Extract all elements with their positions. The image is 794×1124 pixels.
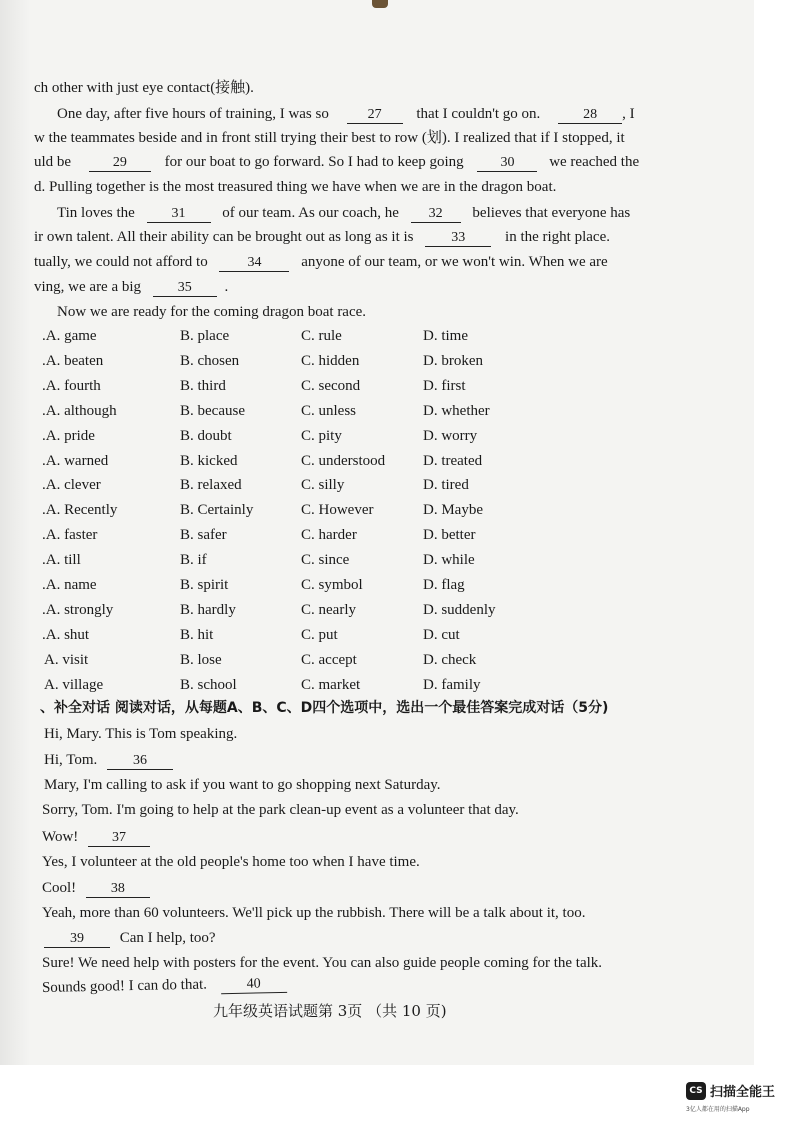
option-b[interactable]: B. relaxed [180, 477, 242, 493]
option-b[interactable]: B. hardly [180, 602, 236, 618]
option-b[interactable]: B. kicked [180, 453, 238, 469]
option-d[interactable]: D. whether [423, 403, 490, 419]
dialogue-text: Sorry, Tom. I'm going to help at the park clean-up event as a volunteer that day. [42, 802, 519, 818]
blank-35[interactable]: 35 [153, 280, 217, 297]
option-a[interactable]: A. village [44, 677, 104, 693]
blank-28[interactable]: 28 [558, 107, 622, 124]
option-d[interactable]: D. flag [423, 577, 465, 593]
option-row [0, 675, 754, 697]
dialogue-text: Sounds good! I can do that. [41, 976, 208, 996]
blank-34[interactable]: 34 [219, 255, 289, 272]
passage-text: ch other with just eye contact(接触). [34, 80, 254, 96]
option-row [0, 525, 754, 547]
passage-text: w the teammates beside and in front still trying their best to row (划). I realized that if I stopped, it [34, 130, 625, 146]
dialogue-line [44, 775, 441, 795]
option-b[interactable]: B. Certainly [180, 502, 254, 518]
option-b[interactable]: B. third [180, 378, 226, 394]
option-a[interactable]: .A. warned [42, 453, 109, 469]
option-d[interactable]: D. treated [423, 453, 483, 469]
option-c[interactable]: C. market [301, 677, 361, 693]
passage-text: ving, we are a big [34, 279, 142, 295]
blank-33[interactable]: 33 [425, 230, 491, 247]
dialogue-line [42, 827, 150, 847]
option-d[interactable]: D. while [423, 552, 475, 568]
blank-32[interactable]: 32 [411, 206, 461, 223]
option-b[interactable]: B. if [180, 552, 207, 568]
option-row [0, 550, 754, 572]
blank-40[interactable]: 40 [221, 976, 287, 994]
option-b[interactable]: B. spirit [180, 577, 229, 593]
passage-line [57, 104, 635, 124]
option-a[interactable]: .A. strongly [42, 602, 114, 618]
option-c[interactable]: C. symbol [301, 577, 363, 593]
blank-38[interactable]: 38 [86, 881, 150, 898]
option-c[interactable]: C. However [301, 502, 374, 518]
option-d[interactable]: D. Maybe [423, 502, 483, 518]
blank-36[interactable]: 36 [107, 753, 173, 770]
page-footer: 九年级英语试题第 3页 （共 10 页) [213, 1002, 447, 1020]
dialogue-text: Hi, Tom. [44, 752, 98, 768]
option-d[interactable]: D. check [423, 652, 477, 668]
dialogue-text: Cool! [42, 880, 77, 896]
camscanner-icon: CS [686, 1082, 706, 1100]
passage-text: . [224, 279, 229, 295]
passage-text: Tin loves the [57, 205, 135, 221]
passage-text: anyone of our team, or we won't win. When we are [301, 254, 608, 270]
option-c[interactable]: C. silly [301, 477, 345, 493]
option-c[interactable]: C. since [301, 552, 350, 568]
dialogue-text: Hi, Mary. This is Tom speaking. [44, 726, 238, 742]
passage-text: tually, we could not afford to [34, 254, 208, 270]
option-d[interactable]: D. tired [423, 477, 469, 493]
option-row [0, 401, 754, 423]
option-b[interactable]: B. place [180, 328, 230, 344]
option-d[interactable]: D. better [423, 527, 476, 543]
option-b[interactable]: B. hit [180, 627, 214, 643]
passage-line [57, 302, 366, 322]
option-row [0, 475, 754, 497]
dialogue-text: Yeah, more than 60 volunteers. We'll pick up the rubbish. There will be a talk about it, too. [42, 905, 586, 921]
option-b[interactable]: B. school [180, 677, 237, 693]
option-a[interactable]: .A. till [42, 552, 81, 568]
option-row [0, 575, 754, 597]
option-d[interactable]: D. family [423, 677, 481, 693]
option-row [0, 351, 754, 373]
passage-text: ir own talent. All their ability can be brought out as long as it is [34, 229, 414, 245]
logo-name: 扫描全能王 [710, 1085, 776, 1100]
passage-line [34, 252, 608, 272]
dialogue-line [44, 724, 237, 744]
option-b[interactable]: B. because [180, 403, 245, 419]
option-row [0, 326, 754, 348]
option-a[interactable]: .A. beaten [42, 353, 104, 369]
option-b[interactable]: B. doubt [180, 428, 232, 444]
passage-text: Now we are ready for the coming dragon boat race. [57, 304, 367, 320]
option-a[interactable]: .A. clever [42, 477, 101, 493]
passage-line [34, 177, 556, 197]
option-row [0, 500, 754, 522]
passage-text: of our team. As our coach, he [222, 205, 399, 221]
blank-31[interactable]: 31 [147, 206, 211, 223]
option-a[interactable]: .A. although [42, 403, 117, 419]
passage-line [34, 152, 639, 172]
option-a[interactable]: .A. shut [42, 627, 90, 643]
option-d[interactable]: D. cut [423, 627, 460, 643]
option-a[interactable]: A. visit [44, 652, 89, 668]
scanner-logo [686, 1080, 790, 1116]
blank-39[interactable]: 39 [44, 931, 110, 948]
dialogue-line [42, 953, 602, 973]
option-a[interactable]: .A. name [42, 577, 97, 593]
dialogue-text: Yes, I volunteer at the old people's home too when I have time. [42, 854, 420, 870]
option-c[interactable]: C. nearly [301, 602, 356, 618]
dialogue-text: Mary, I'm calling to ask if you want to go shopping next Saturday. [44, 777, 441, 793]
option-c[interactable]: C. unless [301, 403, 357, 419]
option-c[interactable]: C. second [301, 378, 361, 394]
passage-line [57, 203, 630, 223]
option-c[interactable]: C. pity [301, 428, 342, 444]
passage-text: in the right place. [505, 229, 610, 245]
option-b[interactable]: B. chosen [180, 353, 240, 369]
passage-text: d. Pulling together is the most treasured thing we have when we are in the dragon boat. [34, 179, 557, 195]
dialogue-line [42, 800, 519, 820]
passage-text: we reached the [549, 154, 640, 170]
option-c[interactable]: C. put [301, 627, 338, 643]
blank-37[interactable]: 37 [88, 830, 150, 847]
passage-line [34, 78, 254, 98]
passage-text: believes that everyone has [472, 205, 631, 221]
option-row [0, 376, 754, 398]
option-a[interactable]: .A. game [42, 328, 97, 344]
blank-30[interactable]: 30 [477, 155, 537, 172]
passage-text: One day, after five hours of training, I was so [57, 106, 329, 122]
dialogue-text: Can I help, too? [119, 930, 216, 946]
section-heading: 、补全对话 阅读对话，从每题A、B、C、D四个选项中，选出一个最佳答案完成对话（5分) [40, 700, 609, 716]
logo-tagline: 3亿人都在用的扫描App [686, 1106, 750, 1113]
dialogue-line [42, 878, 150, 898]
dialogue-line [42, 903, 585, 923]
option-d[interactable]: D. broken [423, 353, 483, 369]
option-row [0, 600, 754, 622]
option-row [0, 426, 754, 448]
blank-29[interactable]: 29 [89, 155, 151, 172]
option-c[interactable]: C. hidden [301, 353, 360, 369]
option-c[interactable]: C. understood [301, 453, 386, 469]
option-a[interactable]: .A. pride [42, 428, 95, 444]
option-d[interactable]: D. suddenly [423, 602, 496, 618]
option-c[interactable]: C. harder [301, 527, 357, 543]
option-d[interactable]: D. worry [423, 428, 478, 444]
option-c[interactable]: C. accept [301, 652, 357, 668]
passage-line [34, 227, 610, 247]
option-row [0, 625, 754, 647]
passage-line [34, 128, 625, 148]
option-c[interactable]: C. rule [301, 328, 342, 344]
dialogue-text: Sure! We need help with posters for the event. You can also guide people coming for the talk. [42, 955, 603, 971]
option-d[interactable]: D. time [423, 328, 468, 344]
passage-line [34, 277, 228, 297]
dialogue-line [44, 750, 173, 770]
option-a[interactable]: .A. faster [42, 527, 98, 543]
option-a[interactable]: .A. Recently [42, 502, 118, 518]
option-b[interactable]: B. lose [180, 652, 222, 668]
option-row [0, 650, 754, 672]
passage-text: for our boat to go forward. So I had to keep going [164, 154, 464, 170]
dialogue-line [44, 928, 216, 948]
dialogue-line [42, 852, 420, 872]
option-d[interactable]: D. first [423, 378, 466, 394]
option-row [0, 451, 754, 473]
option-a[interactable]: .A. fourth [42, 378, 101, 394]
dialogue-text: Wow! [42, 829, 79, 845]
passage-text: that I couldn't go on. [416, 106, 541, 122]
option-b[interactable]: B. safer [180, 527, 227, 543]
passage-text: uld be [34, 154, 72, 170]
passage-text: , I [622, 106, 635, 122]
blank-27[interactable]: 27 [347, 107, 403, 124]
binding-mark [372, 0, 388, 8]
